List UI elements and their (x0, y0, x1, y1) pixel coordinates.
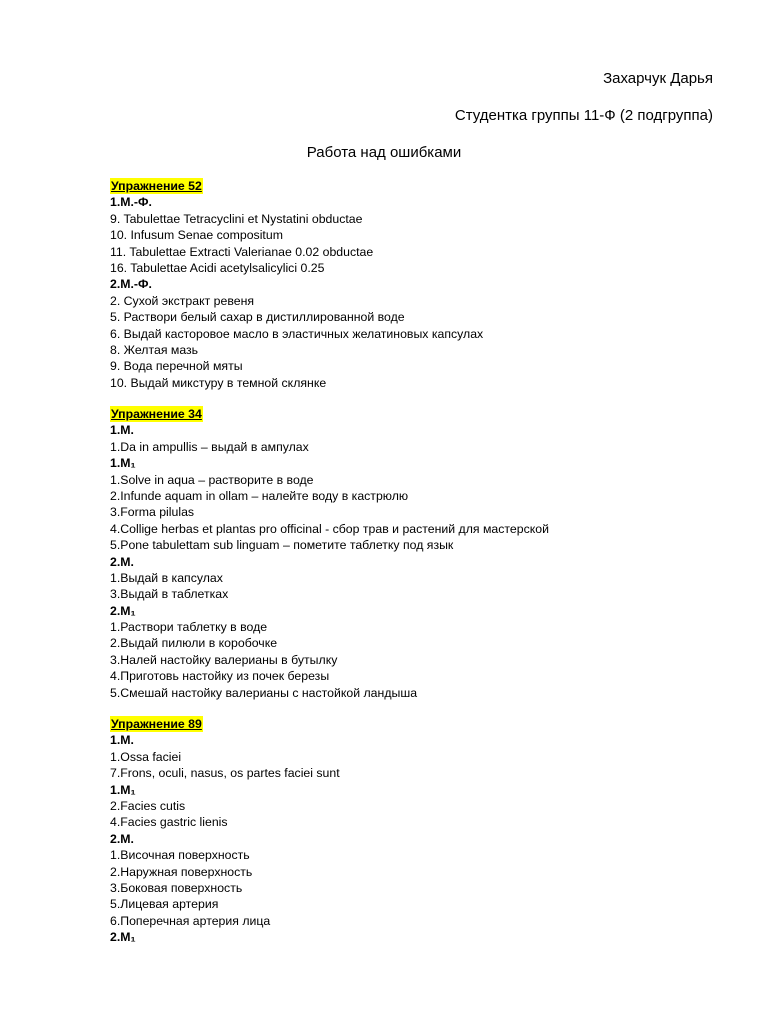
list-item: 2.Facies cutis (110, 798, 186, 813)
list-item: 4.Collige herbas et plantas pro officinal - сбор трав и растений для мастерской (110, 521, 549, 536)
list-item: 1.Височная поверхность (110, 848, 250, 863)
list-item: 4.Facies gastric lienis (110, 815, 228, 830)
list-item: 2.М. (110, 554, 134, 569)
list-item: 3.Налей настойку валерианы в бутылку (110, 652, 338, 667)
list-item: 6.Поперечная артерия лица (110, 913, 271, 928)
list-item: 3.Боковая поверхность (110, 880, 243, 895)
list-item: 2.М₁ (110, 603, 136, 618)
student-group: Студентка группы 11-Ф (2 подгруппа) (454, 107, 713, 124)
list-item: 1.М. (110, 423, 134, 438)
list-item: 5.Лицевая артерия (110, 897, 219, 912)
list-item: 1.М. (110, 733, 134, 748)
list-item: 2.Наружная поверхность (110, 864, 253, 879)
exercise-section (110, 716, 730, 945)
list-item: 5. Раствори белый сахар в дистиллированной воде (110, 310, 405, 325)
exercise-section (110, 178, 730, 391)
list-item: 2.Infunde aquam in ollam – налейте воду в кастрюлю (110, 488, 409, 503)
list-item: 1.Раствори таблетку в воде (110, 620, 268, 635)
exercise-heading: Упражнение 89 (111, 717, 202, 731)
list-item: 4.Приготовь настойку из почек березы (110, 669, 330, 684)
list-item: 1.Ossa faciei (110, 749, 182, 764)
list-item: 16. Tabulettae Acidi acetylsalicylici 0.25 (110, 260, 325, 275)
list-item: 7.Frons, oculi, nasus, os partes faciei sunt (110, 766, 340, 781)
list-item: 10. Infusum Senae compositum (110, 228, 283, 243)
list-item: 1.Da in ampullis – выдай в ампулах (110, 439, 309, 454)
list-item: 2.Выдай пилюли в коробочке (110, 636, 278, 651)
author-name: Захарчук Дарья (603, 70, 713, 87)
list-item: 1.М₁ (110, 456, 136, 471)
list-item: 1.Выдай в капсулах (110, 570, 223, 585)
list-item: 6. Выдай касторовое масло в эластичных желатиновых капсулах (110, 326, 484, 341)
list-item: 11. Tabulettae Extracti Valerianae 0.02 obductae (110, 244, 374, 259)
list-item: 1.Solve in aqua – растворите в воде (110, 472, 314, 487)
document-title: Работа над ошибками (306, 144, 462, 161)
list-item: 2.М.-Ф. (110, 277, 152, 292)
list-item: 10. Выдай микстуру в темной склянке (110, 375, 327, 390)
list-item: 8. Желтая мазь (110, 342, 199, 357)
list-item: 5.Смешай настойку валерианы с настойкой ландыша (110, 685, 418, 700)
list-item: 9. Tabulettae Tetracyclini et Nystatini obductae (110, 211, 363, 226)
exercise-heading: Упражнение 34 (111, 407, 202, 421)
list-item: 1.М₁ (110, 782, 136, 797)
list-item: 2. Сухой экстракт ревеня (110, 293, 255, 308)
list-item: 1.М.-Ф. (110, 195, 152, 210)
list-item: 3.Выдай в таблетках (110, 587, 229, 602)
exercise-heading: Упражнение 52 (111, 179, 202, 193)
list-item: 3.Forma pilulas (110, 505, 195, 520)
exercise-section (110, 406, 730, 701)
list-item: 2.М. (110, 831, 134, 846)
list-item: 2.М₁ (110, 930, 136, 945)
list-item: 5.Pone tabulettam sub linguam – пометите таблетку под язык (110, 538, 454, 553)
list-item: 9. Вода перечной мяты (110, 359, 243, 374)
